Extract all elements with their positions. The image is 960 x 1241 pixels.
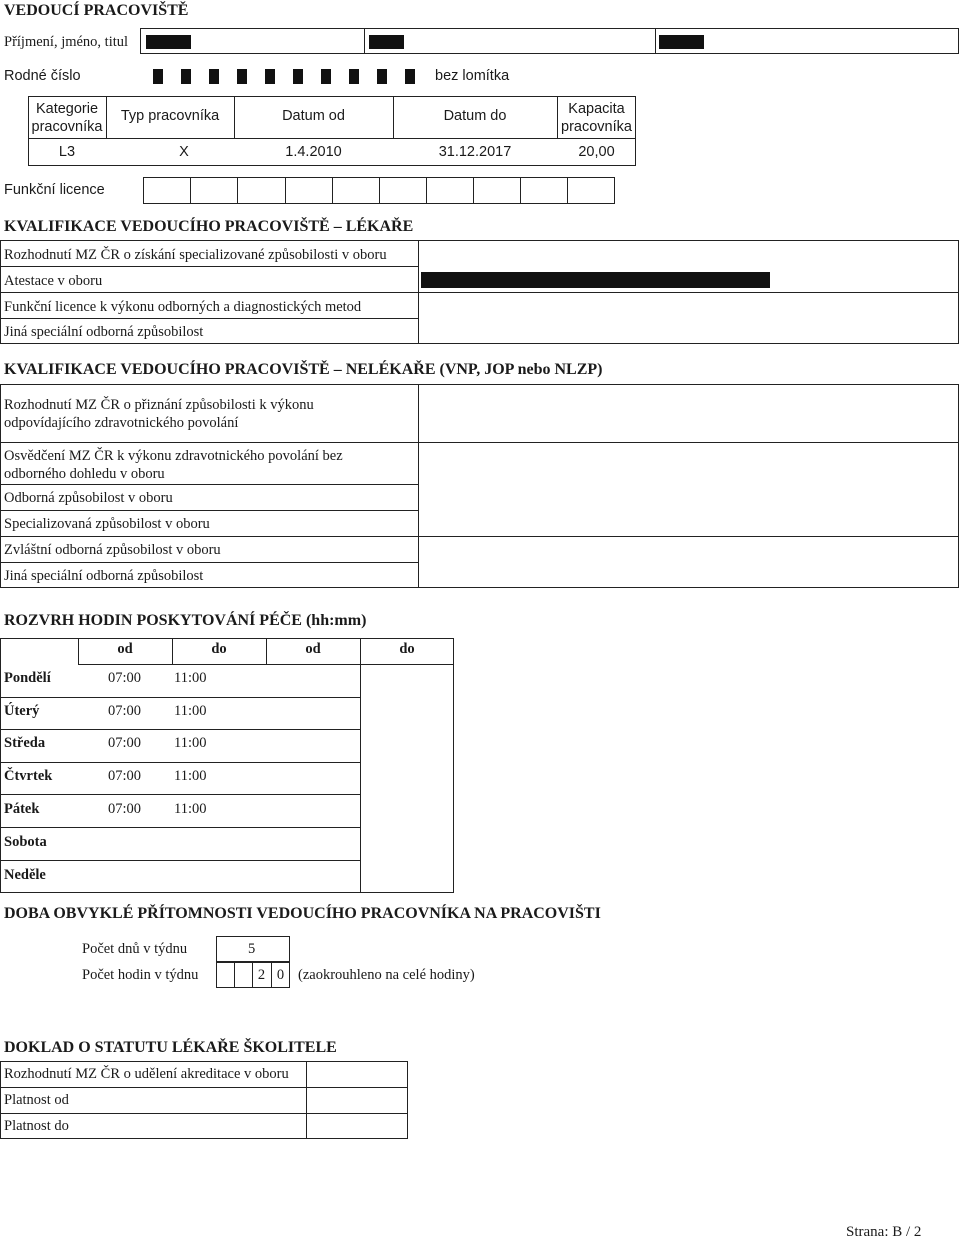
- value-date-from: 1.4.2010: [285, 144, 342, 160]
- value-capacity: 20,00: [578, 144, 615, 160]
- trainer-row-2: Platnost od: [4, 1092, 69, 1108]
- time-to1[interactable]: 11:00: [174, 703, 207, 719]
- header-type: Typ pracovníka: [120, 108, 220, 124]
- section-title-schedule: ROZVRH HODIN POSKYTOVÁNÍ PÉČE (hh:mm): [4, 612, 367, 629]
- header-date-from: Datum od: [282, 108, 345, 124]
- trainer-row-1: Rozhodnutí MZ ČR o udělení akreditace v oboru: [4, 1066, 289, 1082]
- nonphysician-row-6: Jiná speciální odborná způsobilost: [4, 568, 204, 584]
- section-title-nonphysician: KVALIFIKACE VEDOUCÍHO PRACOVIŠTĚ – NELÉKAŘE (VNP, JOP nebo NLZP): [4, 361, 603, 378]
- day-label: Středa: [4, 735, 46, 751]
- value-date-to: 31.12.2017: [438, 144, 512, 160]
- nonphysician-row-3: Odborná způsobilost v oboru: [4, 490, 173, 506]
- birth-number-note: bez lomítka: [435, 68, 510, 84]
- header-capacity: Kapacita pracovníka: [561, 101, 632, 135]
- hours-digit-3: 2: [257, 967, 266, 983]
- birth-number-label: Rodné číslo: [4, 68, 81, 84]
- schedule-header-to1: do: [211, 641, 227, 657]
- time-to1[interactable]: 11:00: [174, 670, 207, 686]
- schedule-table: [0, 638, 454, 893]
- time-from1[interactable]: 07:00: [108, 735, 142, 751]
- schedule-header-from2: od: [305, 641, 321, 657]
- day-label: Pátek: [4, 801, 40, 817]
- redacted-title: [659, 35, 704, 49]
- day-label: Sobota: [4, 834, 47, 850]
- time-from1[interactable]: 07:00: [108, 703, 142, 719]
- hours-per-week-label: Počet hodin v týdnu: [82, 967, 199, 983]
- time-to1[interactable]: 11:00: [174, 768, 207, 784]
- name-label: Příjmení, jméno, titul: [4, 34, 129, 50]
- nonphysician-row-5: Zvláštní odborná způsobilost v oboru: [4, 542, 221, 558]
- day-label: Pondělí: [4, 670, 51, 686]
- value-category: L3: [58, 144, 76, 160]
- nonphysician-row-2a: Osvědčení MZ ČR k výkonu zdravotnického povolání bez: [4, 448, 343, 464]
- physician-row-4: Jiná speciální odborná způsobilost: [4, 324, 204, 340]
- header-date-to: Datum do: [443, 108, 507, 124]
- physician-row-3: Funkční licence k výkonu odborných a diagnostických metod: [4, 299, 362, 315]
- nonphysician-row-2b: odborného dohledu v oboru: [4, 466, 165, 482]
- value-type: X: [179, 144, 189, 160]
- physician-value-1[interactable]: [418, 240, 959, 293]
- trainer-row-3: Platnost do: [4, 1118, 69, 1134]
- time-from1[interactable]: 07:00: [108, 768, 142, 784]
- day-label: Úterý: [4, 703, 40, 719]
- section-title-presence: DOBA OBVYKLÉ PŘÍTOMNOSTI VEDOUCÍHO PRACOVNÍKA NA PRACOVIŠTI: [4, 905, 601, 922]
- physician-value-2[interactable]: [418, 293, 959, 344]
- functional-license-label: Funkční licence: [4, 182, 105, 198]
- schedule-header-from1: od: [117, 641, 133, 657]
- day-label: Neděle: [4, 867, 46, 883]
- section-title-physician: KVALIFIKACE VEDOUCÍHO PRACOVIŠTĚ – LÉKAŘE: [4, 218, 414, 235]
- page-number: Strana: B / 2: [846, 1224, 922, 1240]
- days-per-week-label: Počet dnů v týdnu: [82, 941, 188, 957]
- hours-digit-4: 0: [276, 967, 285, 983]
- nonphysician-row-1b: odpovídajícího zdravotnického povolání: [4, 415, 239, 431]
- redacted-surname: [146, 35, 191, 49]
- physician-row-1: Rozhodnutí MZ ČR o získání specializované způsobilosti v oboru: [4, 247, 387, 263]
- days-per-week-value: 5: [248, 941, 256, 957]
- time-from1[interactable]: 07:00: [108, 801, 142, 817]
- birth-number-field[interactable]: [150, 67, 425, 87]
- header-category: Kategorie pracovníka: [31, 101, 103, 135]
- time-to1[interactable]: 11:00: [174, 801, 207, 817]
- day-label: Čtvrtek: [4, 768, 53, 784]
- physician-row-2: Atestace v oboru: [4, 273, 103, 289]
- section-title-trainer: DOKLAD O STATUTU LÉKAŘE ŠKOLITELE: [4, 1039, 337, 1056]
- section-title-workplace: VEDOUCÍ PRACOVIŠTĚ: [4, 2, 189, 19]
- nonphysician-row-4: Specializovaná způsobilost v oboru: [4, 516, 210, 532]
- hours-note: (zaokrouhleno na celé hodiny): [298, 967, 475, 983]
- time-from1[interactable]: 07:00: [108, 670, 142, 686]
- nonphysician-row-1a: Rozhodnutí MZ ČR o přiznání způsobilosti k výkonu: [4, 397, 314, 413]
- schedule-header-to2: do: [399, 641, 415, 657]
- time-to1[interactable]: 11:00: [174, 735, 207, 751]
- name-field[interactable]: [140, 28, 959, 54]
- redacted-firstname: [369, 35, 404, 49]
